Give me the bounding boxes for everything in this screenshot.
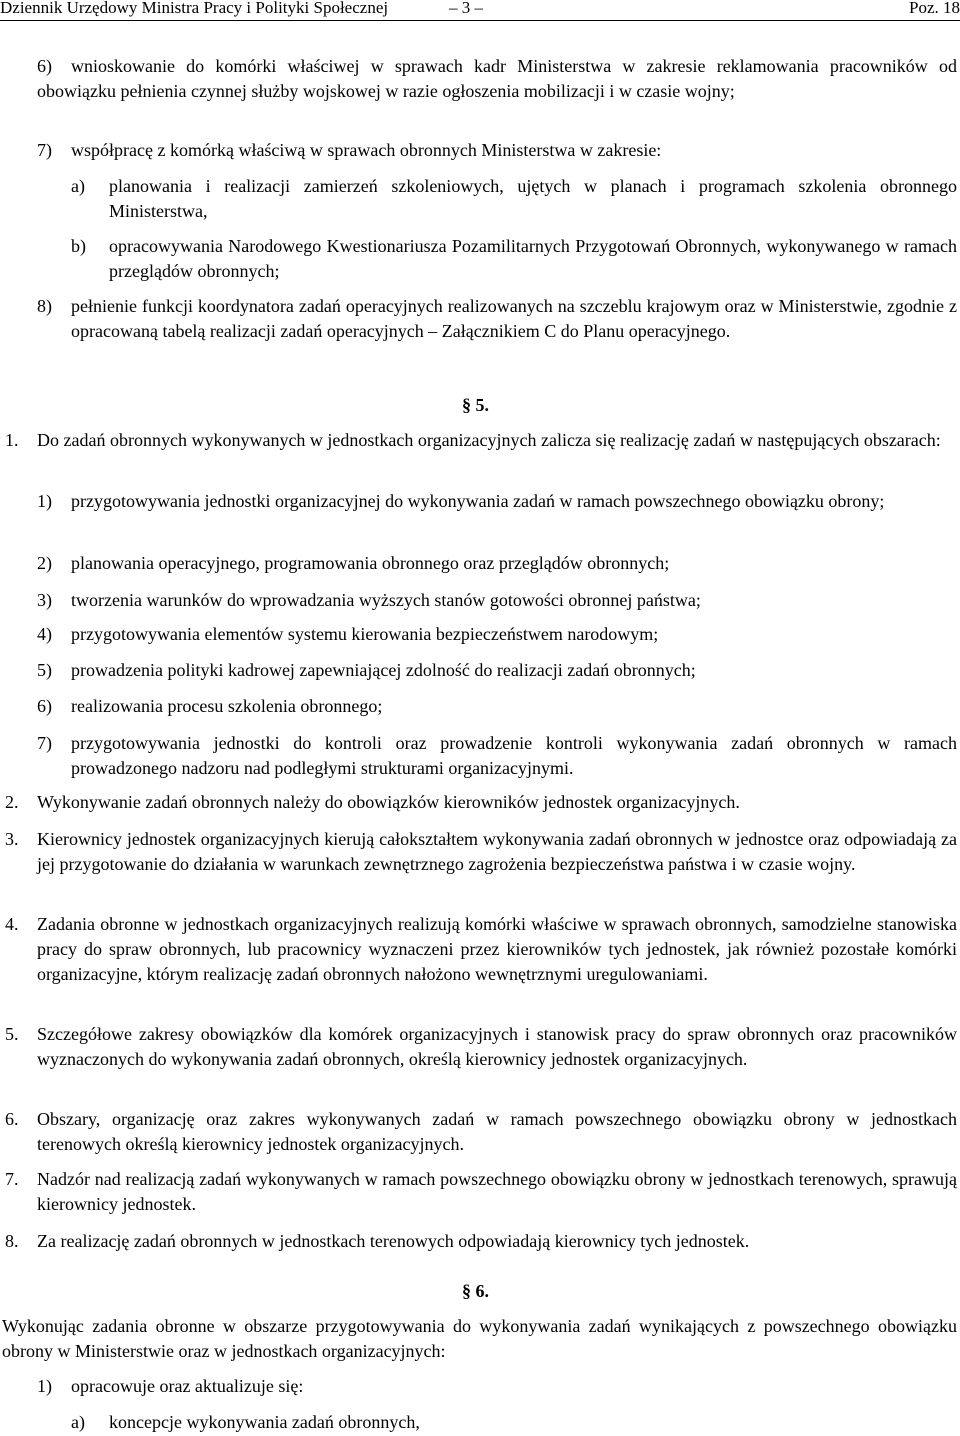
list-item — [71, 174, 957, 224]
item-number: 8) — [37, 296, 52, 316]
item-text: tworzenia warunków do wprowadzania wyższych stanów gotowości obronnej państwa; — [71, 590, 701, 610]
paragraph — [0, 1167, 957, 1217]
section-heading: § 5. — [462, 395, 489, 415]
paragraph-text: Szczegółowe zakresy obowiązków dla komórek organizacyjnych i stanowisk pracy do spraw obronnych oraz pracowników wyznaczonych do wykonywania zadań obronnych, określą kierownicy jednostek organizacyjnych. — [37, 1024, 957, 1069]
list-item — [0, 54, 957, 104]
paragraph-number: 5. — [5, 1024, 19, 1044]
paragraph — [0, 1229, 957, 1254]
list-item — [37, 731, 957, 781]
item-number: 5) — [37, 660, 52, 680]
page-header — [0, 0, 960, 21]
position-number: Poz. 18 — [909, 0, 960, 17]
item-text: współpracę z komórką właściwą w sprawach obronnych Ministerstwa w zakresie: — [71, 140, 662, 160]
item-number: 6) — [37, 56, 52, 76]
item-text: opracowuje oraz aktualizuje się: — [71, 1376, 304, 1396]
item-number: 7) — [37, 733, 52, 753]
list-item — [37, 694, 957, 719]
list-item — [37, 489, 957, 514]
list-item — [37, 1374, 957, 1399]
paragraph-number: 4. — [5, 914, 19, 934]
paragraph-text: Za realizację zadań obronnych w jednostkach terenowych odpowiadają kierownicy tych jednostek. — [37, 1231, 750, 1251]
list-item — [37, 622, 957, 647]
item-letter: a) — [71, 176, 85, 196]
item-text: pełnienie funkcji koordynatora zadań operacyjnych realizowanych na szczeblu krajowym oraz w Ministerstwie, zgodnie z opracowaną tabelą realizacji zadań operacyjnych – Załącznikiem C do Planu operacyjnego. — [71, 296, 957, 341]
item-text: realizowania procesu szkolenia obronnego; — [71, 696, 383, 716]
item-text: prowadzenia polityki kadrowej zapewniającej zdolność do realizacji zadań obronnych; — [71, 660, 696, 680]
page-number: – 3 – — [449, 0, 483, 17]
list-item — [37, 294, 957, 344]
list-item — [37, 138, 957, 163]
item-text: przygotowywania elementów systemu kierowania bezpieczeństwem narodowym; — [71, 624, 659, 644]
paragraph — [0, 790, 957, 815]
item-text: planowania i realizacji zamierzeń szkoleniowych, ujętych w planach i programach szkolenia obronnego Ministerstwa, — [109, 176, 957, 221]
item-number: 3) — [37, 590, 52, 610]
paragraph-number: 8. — [5, 1231, 19, 1251]
paragraph-text: Nadzór nad realizacją zadań wykonywanych w ramach powszechnego obowiązku obrony w jednostkach terenowych, sprawują kierownicy jednostek. — [37, 1169, 957, 1214]
item-text: planowania operacyjnego, programowania obronnego oraz przeglądów obronnych; — [71, 553, 670, 573]
paragraph-text: Obszary, organizację oraz zakres wykonywanych zadań w ramach powszechnego obowiązku obrony w jednostkach terenowych określą kierownicy jednostek organizacyjnych. — [37, 1109, 957, 1154]
paragraph — [2, 1314, 957, 1364]
paragraph-number: 6. — [5, 1109, 19, 1129]
paragraph-text: Zadania obronne w jednostkach organizacyjnych realizują komórki właściwe w sprawach obronnych, samodzielne stanowiska pracy do spraw obronnych, lub pracownicy wyznaczeni przez kierowników tych jednostek, jak również pozostałe komórki organizacyjne, którym realizację zadań obronnych nałożono wewnętrznymi uregulowaniami. — [37, 914, 957, 984]
paragraph-number: 2. — [5, 792, 19, 812]
item-letter: a) — [71, 1412, 85, 1432]
item-number: 7) — [37, 140, 52, 160]
paragraph-text: Wykonywanie zadań obronnych należy do obowiązków kierowników jednostek organizacyjnych. — [37, 792, 740, 812]
paragraph — [0, 912, 957, 987]
item-number: 1) — [37, 1376, 52, 1396]
item-number: 2) — [37, 553, 52, 573]
paragraph-number: 7. — [5, 1169, 19, 1189]
item-text: wnioskowanie do komórki właściwej w sprawach kadr Ministerstwa w zakresie reklamowania pracowników od obowiązku pełnienia czynnej służby wojskowej w razie ogłoszenia mobilizacji i w czasie wojny; — [37, 56, 957, 101]
item-number: 4) — [37, 624, 52, 644]
item-number: 1) — [37, 491, 52, 511]
item-text: opracowywania Narodowego Kwestionariusza Pozamilitarnych Przygotowań Obronnych, wykonywanego w ramach przeglądów obronnych; — [109, 236, 957, 281]
list-item — [37, 588, 957, 613]
section-heading: § 6. — [462, 1281, 489, 1301]
paragraph-number: 3. — [5, 829, 19, 849]
item-letter: b) — [71, 236, 86, 256]
list-item — [71, 234, 957, 284]
list-item — [37, 658, 957, 683]
paragraph — [0, 827, 957, 877]
paragraph-text: Do zadań obronnych wykonywanych w jednostkach organizacyjnych zalicza się realizację zadań w następujących obszarach: — [37, 430, 941, 450]
item-number: 6) — [37, 696, 52, 716]
list-item — [37, 551, 957, 576]
item-text: przygotowywania jednostki do kontroli oraz prowadzenie kontroli wykonywania zadań obronnych w ramach prowadzonego nadzoru nad podległymi strukturami organizacyjnymi. — [71, 733, 957, 778]
paragraph-text: Wykonując zadania obronne w obszarze przygotowywania do wykonywania zadań wynikających z powszechnego obowiązku obrony w Ministerstwie oraz w jednostkach organizacyjnych: — [2, 1316, 957, 1361]
paragraph — [0, 428, 957, 453]
list-item — [71, 1410, 957, 1435]
item-text: przygotowywania jednostki organizacyjnej do wykonywania zadań w ramach powszechnego obowiązku obrony; — [71, 491, 885, 511]
paragraph-number: 1. — [5, 430, 19, 450]
item-text: koncepcje wykonywania zadań obronnych, — [109, 1412, 420, 1432]
journal-title: Dziennik Urzędowy Ministra Pracy i Polityki Społecznej — [0, 0, 389, 17]
paragraph-text: Kierownicy jednostek organizacyjnych kierują całokształtem wykonywania zadań obronnych w jednostce oraz odpowiadają za jej przygotowanie do działania w warunkach zewnętrznego zagrożenia bezpieczeństwa państwa i w czasie wojny. — [37, 829, 957, 874]
paragraph — [0, 1022, 957, 1072]
paragraph — [0, 1107, 957, 1157]
